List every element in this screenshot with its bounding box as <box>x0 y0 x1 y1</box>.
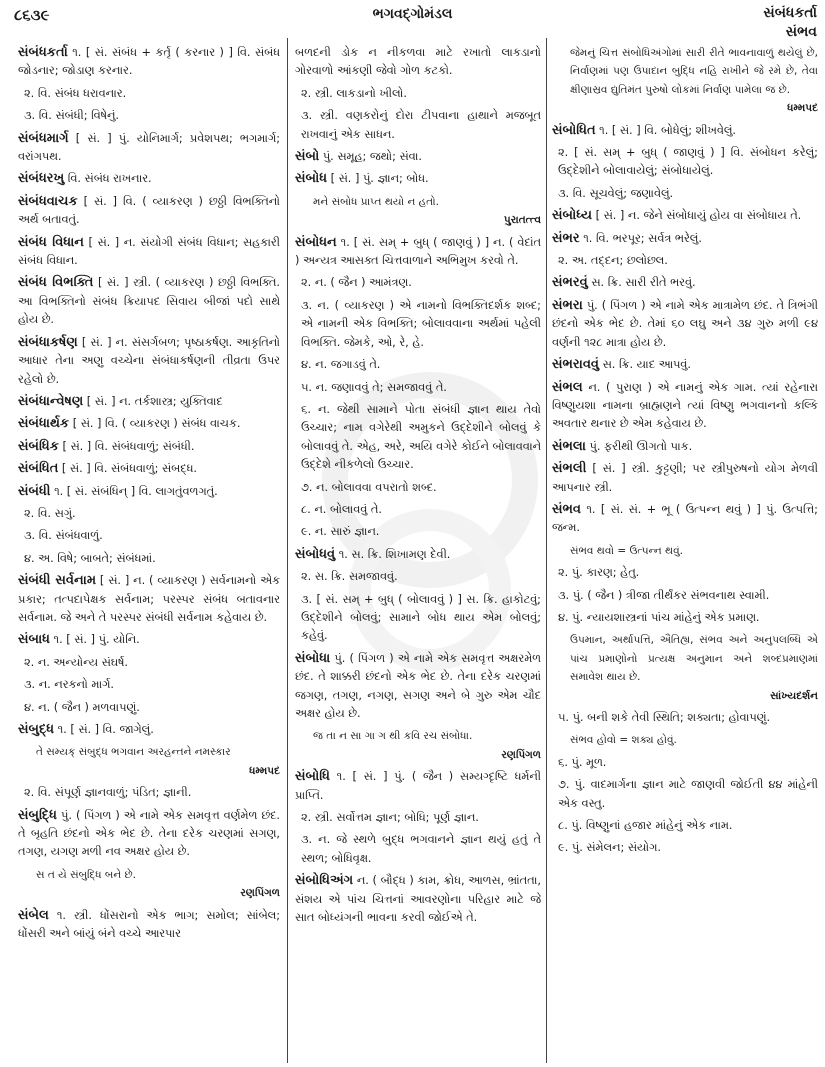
dictionary-entry <box>295 768 541 805</box>
column-2 <box>295 44 541 931</box>
continued-definition: બળદની ડોક ન નીકળવા માટે રખાતો લાકડાનો ગોરવાળો આંકણી જેવો ગોળ કટકો. <box>295 46 541 78</box>
definition: [ સં. ] સ્ત્રી. કુટ્ટણી; પર સ્ત્રીપુરુષનો યોગ મેળવી આપનાર સ્ત્રી. <box>552 462 818 494</box>
headword: સંબોધા <box>295 650 331 666</box>
definition: ૧. સ. ક્રિ. શિખામણ દેવી. <box>335 547 451 561</box>
dictionary-entry <box>552 297 818 352</box>
headword: સંબોધવું <box>295 546 336 562</box>
citation <box>18 866 280 903</box>
dictionary-entry <box>295 650 541 724</box>
definition: પું. ( પિંગળ ) એ નામે એક સમવૃત્ત વર્ણમેળ છંદ. તે બૃહતિ છંદનો એક ભેદ છે. તેના દરેક ચરણમાં સગણ, તગણ, યગણ મળી નવ અક્ષર હોય છે. <box>18 808 280 859</box>
headword: સંબેલ <box>18 907 49 923</box>
dictionary-entry <box>18 483 280 501</box>
dictionary-entry <box>552 122 818 140</box>
citation <box>18 743 280 780</box>
sense: ૩. વિ. સંબંધી; વિષેનું. <box>24 109 120 123</box>
citation <box>552 731 818 749</box>
headword: સંબંધાન્વેષણ <box>18 393 84 409</box>
headword: સંબંધી <box>18 483 51 499</box>
headword: સંભરવું <box>552 275 588 291</box>
citation <box>295 727 541 764</box>
headword: સંબંધવાચક <box>18 193 78 209</box>
definition: [ સં. ] પું. જ્ઞાન; બોધ. <box>327 172 429 186</box>
sense: ૨. ન. અન્યોન્ય સંઘર્ષ. <box>24 655 129 669</box>
sense: ૫. ન. જણાવવું તે; સમજાવવું તે. <box>301 380 447 394</box>
definition: ન. ( પુરાણ ) એ નામનું એક ગામ. ત્યાં રહેનારા વિષ્ણુયશા નામના બ્રાહ્મણને ત્યાં વિષ્ણુ ભગવાનનો કલ્કિ અવતાર થનાર છે એમ કહેવાય છે. <box>552 380 818 431</box>
definition: ૧. સ્ત્રી. ધોંસરાનો એક ભાગ; સમોલ; સાંબેલ; ધોંસરી અને બાંયું બંને વચ્ચે આરપાર <box>18 908 280 941</box>
page-number: ૮૬૩૯ <box>14 6 50 24</box>
headword: સંબંધાર્થક <box>18 416 70 432</box>
sense: ૨. ન. ( જૈન ) આમંત્રણ. <box>301 276 412 290</box>
headword: સંબંધમાર્ગ <box>18 130 69 146</box>
headword: સંભરા <box>552 297 583 313</box>
definition: [ સં. ] વિ. સંબંધવાળું; સંબદ્ધ. <box>58 462 197 476</box>
definition: [ સં. ] સ્ત્રી. ( વ્યાકરણ ) છઠ્ઠી વિભક્તિ. આ વિભક્તિનો સંબંધ ક્રિયાપદ સિવાય બીજાં પદો સાથે હોય છે. <box>18 276 280 327</box>
citation-source: રણપિંગળ <box>501 748 541 761</box>
citation-text: સંભવ હોવો = શક્ય હોવું. <box>570 734 677 747</box>
sense: ૩. ન. નરકનો માર્ગ. <box>24 678 114 692</box>
definition: [ સં. ] વિ. ( વ્યાકરણ ) સંબંધ વાચક. <box>69 417 241 431</box>
headword: સંભવ <box>552 501 582 517</box>
definition: ૧. [ સં. સં. + ભૂ ( ઉત્પન્ન થવું ) ] પું. ઉત્પત્તિ; જન્મ. <box>552 502 818 535</box>
definition: [ સં. ] વિ. ( વ્યાકરણ ) છઠ્ઠી વિભક્તિનો અર્થ બતાવતું. <box>18 194 280 227</box>
sense: ૬. પું. મૂળ. <box>558 755 607 769</box>
sense: ૨. સ્ત્રી. સર્વોત્તમ જ્ઞાન; બોધિ; પૂર્ણ જ્ઞાન. <box>301 811 479 825</box>
citation-text: મને સંબોધ પ્રાપ્ત થયો ન હતો. <box>313 195 440 208</box>
sense: ૮. પું. વિષ્ણુનાં હજાર માંહેનું એક નામ. <box>558 819 733 833</box>
dictionary-entry <box>552 230 818 248</box>
dictionary-entry <box>552 501 818 538</box>
headword: સંબંધ વિભક્તિ <box>18 275 94 291</box>
headword: સંભરાવવું <box>552 357 600 373</box>
dictionary-entry <box>18 393 280 411</box>
definition: [ સં. ] ન. સંયોગી સંબંધ વિધાન; સહકારી સંબંધ વિધાન. <box>18 235 280 268</box>
headword: સંબોધ્ય <box>552 208 593 224</box>
guide-word-first: સંબંધકર્તા <box>763 5 817 21</box>
definition: [ સં. ] ન. જેને સંબોધાયું હોય વા સંબોધાય તે. <box>592 209 802 223</box>
sense: ૨. વિ. સંબંધ ધરાવનાર. <box>24 86 127 100</box>
page-header <box>0 0 825 46</box>
dictionary-entry <box>552 379 818 434</box>
headword: સંબાધ <box>18 632 50 648</box>
definition: પું. સમૂહ; જથો; સંવા. <box>319 150 423 164</box>
column-1 <box>18 44 280 947</box>
definition: [ સં. ] ન. સંસર્ગબળ; પૃષ્ઠાકર્ષણ. આકૃતિનો આધાર તેના અણુ વચ્ચેના સંબંધાકર્ષણની તીવ્રતા ઉપર રહેલો છે. <box>18 335 280 386</box>
sense: ૪. અ. વિષે; બાબતે; સંબંધમાં. <box>24 551 156 565</box>
column-3 <box>552 44 818 862</box>
sense: ૨. પું. કારણ; હેતુ. <box>558 566 640 580</box>
dictionary-entry <box>295 148 541 166</box>
dictionary-entry <box>18 130 280 167</box>
dictionary-entry <box>18 334 280 389</box>
headword: સંબંધિક <box>18 438 59 454</box>
definition: પું. ફરીથી ઊગતો પાક. <box>585 439 693 453</box>
definition: ૧. [ સં. ] પું. ( જૈન ) સમ્યગ્દૃષ્ટિ ધર્મની પ્રાપ્તિ. <box>295 770 541 802</box>
citation-source: રણપિંગળ <box>240 887 280 900</box>
dictionary-entry <box>18 907 280 944</box>
column-divider <box>287 38 288 1063</box>
sense: ૫. પું. બની શકે તેવી સ્થિતિ; શક્યતા; હોવાપણું. <box>558 711 771 724</box>
definition: ન. ( બૌદ્ધ ) કામ, ક્રોધ, આળસ, ભ્રાંતતા, સંશય એ પાંચ ચિત્તનાં આવરણોના પરિહાર માટે જે સાત બોધ્યંગની ભાવના કરવી જોઈએ તે. <box>295 874 541 925</box>
sense: ૨. વિ. સંપૂર્ણ જ્ઞાનવાળું; પંડિત; જ્ઞાની. <box>24 786 192 800</box>
headword: સંભલા <box>552 438 586 454</box>
book-title: ભગવદ્ગોમંડલ <box>372 6 453 22</box>
headword: સંબંધરખુ <box>18 171 65 187</box>
dictionary-entry <box>552 274 818 292</box>
sense: ૮. ન. બોલાવવું તે. <box>301 502 382 516</box>
definition: [ સં. ] ન. ( વ્યાકરણ ) સર્વનામનો એક પ્રકાર; તત્પદાપેક્ષક સર્વનામ; પરસ્પર સંબંધ બતાવનાર સર્વનામ. જે અને તે પરસ્પર સંબંધી સર્વનામ કહેવાય છે. <box>18 574 280 624</box>
dictionary-entry <box>18 193 280 230</box>
citation-source: ધમ્મપદ <box>249 764 280 777</box>
headword: સંબંધિત <box>18 461 59 477</box>
column-divider <box>546 38 547 1063</box>
definition: ૧. વિ. ભરપૂર; સર્વત્ર ભરેલું. <box>579 231 702 245</box>
headword: સંબંધકર્તા <box>18 45 68 60</box>
sense: ૭. પું. વાદમાર્ગના જ્ઞાન માટે જાણવી જોઈતી ૪૪ માંહેની એક વસ્તુ. <box>558 778 818 810</box>
citation-text: જ તા ન સા ગા ગ થી કવિ રચ સંબોધા. <box>313 730 473 743</box>
dictionary-entry <box>552 207 818 225</box>
sense: ૪. ન. ( જૈન ) મળવાપણું. <box>24 700 140 714</box>
citation-source: ધમ્મપદ <box>787 102 818 115</box>
headword: સંબોધન <box>295 234 337 250</box>
headword: સંભલ <box>552 379 583 395</box>
sense: ૨. વિ. સગું. <box>24 506 76 520</box>
dictionary-entry <box>552 356 818 374</box>
dictionary-entry <box>552 460 818 497</box>
definition: સ. ક્રિ. યાદ આપવું. <box>599 358 691 372</box>
definition: વિ. સંબંધ રાખનાર. <box>64 172 152 186</box>
headword: સંબુદ્ધિ <box>18 807 57 823</box>
dictionary-entry <box>18 631 280 649</box>
dictionary-entry <box>18 438 280 456</box>
dictionary-entry <box>18 234 280 271</box>
definition: [ સં. ] વિ. સંબંધવાળું; સંબંધી. <box>58 439 195 453</box>
sense: ૩. ન. ( વ્યાકરણ ) એ નામનો વિભક્તિદર્શક શબ્દ; એ નામની એક વિભક્તિ; બોલાવવાના અર્થમાં પહેલી વિભક્તિ. જેમકે, ઓ, રે, હે. <box>301 298 541 349</box>
sense: ૭. ન. બોલાવવા વપરાતો શબ્દ. <box>301 480 437 494</box>
guide-word-last: સંભવ <box>785 24 817 40</box>
definition: ૧. [ સં. સમ્ + બુધ્ ( જાણવું ) ] ન. ( વેદાંત ) અન્યત્ર આસક્ત ચિત્તવાળાને અભિમુખ કરવો તે. <box>295 235 541 268</box>
citation-text: જેમનું ચિત્ત સંબોધિઅંગોમાં સારી રીતે ભાવનાવાળું થયેલું છે, નિર્વાણમાં પણ ઉપાદાન બુદ્ધિ નહિ રાખીને જે રમે છે, તેવા ક્ષીણાસ્રવ દ્યુતિમંત પુરુષો લોકમાં નિર્વાણ પામેલા જ છે. <box>570 47 818 96</box>
citation-text: સંભવ થવો = ઉત્પન્ન થવું. <box>570 544 683 557</box>
sense: ૨. સ. ક્રિ. સમજાવવું. <box>301 570 398 584</box>
dictionary-entry <box>295 170 541 188</box>
dictionary-entry <box>295 546 541 564</box>
dictionary-entry <box>295 872 541 927</box>
sense: ૬. ન. જેથી સામાને પોતા સંબંધી જ્ઞાન થાય તેવો ઉચ્ચાર; નામ વગેરેથી અમુકને ઉદ્દેશીને બોલવું કે બોલાવવું તે. એહ, અરે, અયિ વગેરે કોઈને બોલાવવાને ઉદ્દેશે નીકળેલો ઉચ્ચાર. <box>301 402 541 472</box>
definition: ૧. [ સં. ] પું. યોનિ. <box>49 633 140 647</box>
sense: ૩. વિ. સંબંધવાળું. <box>24 529 103 543</box>
citation <box>295 193 541 230</box>
dictionary-entry <box>18 460 280 478</box>
sense: ૩. સ્ત્રી. વણકરોનું દોરા ટીપવાના હાથાને મજબૂત રાખવાનું એક સાધન. <box>301 109 541 141</box>
sense: ૪. પું. ન્યાયશાસ્ત્રનાં પાંચ માંહેનું એક પ્રમાણ. <box>558 610 760 624</box>
headword: સંબોધિત <box>552 122 596 138</box>
sense: ૩. [ સં. સમ્ + બુધ્ ( બોલાવવું ) ] સ. ક્રિ. હાકોટવું; ઉદ્દેશીને બોલવું; સામાને બોધ થાય એમ બોલવું; કહેવું. <box>301 592 541 643</box>
citation-text: સ ત યે સંબુદ્ધિ બને છે. <box>36 868 136 881</box>
sense: ૩. પું. ( જૈન ) ત્રીજા તીર્થંકર સંભવનાથ સ્વામી. <box>558 588 770 602</box>
sense: ૪. ન. જગાડવું તે. <box>301 358 381 372</box>
headword: સંબંધી સર્વનામ <box>18 573 96 589</box>
citation <box>552 44 818 118</box>
dictionary-entry <box>18 721 280 739</box>
headword: સંબંધાકર્ષણ <box>18 334 78 350</box>
definition: [ સં. ] પું. યોનિમાર્ગ; પ્રવેશપથ; ભગમાર્ગ; વરાંગપથ. <box>18 131 280 164</box>
headword: સંબોધિઅંગ <box>295 873 354 889</box>
sense: ૨. [ સં. સમ્ + બુધ્ ( જાણવું ) ] વિ. સંબોધન કરેલું; ઉદ્દેશીને બોલાવાયેલું; સંબોધાયેલું. <box>558 146 818 178</box>
headword: સંબંધ વિધાન <box>18 234 84 250</box>
dictionary-entry <box>18 274 280 329</box>
citation <box>552 542 818 560</box>
dictionary-entry <box>18 572 280 627</box>
dictionary-entry <box>295 234 541 271</box>
dictionary-entry <box>18 807 280 862</box>
headword: સંભર <box>552 230 580 246</box>
headword: સંભલી <box>552 461 587 477</box>
citation-source: પુરાતત્ત્વ <box>503 214 541 227</box>
headword: સંબુદ્ધ <box>18 722 55 737</box>
citation-text: ઉપમાન, અર્થાપત્તિ, ઐતિહ્ય, સંભવ અને અનુપલબ્ધિ એ પાંચ પ્રમાણોનો પ્રત્યક્ષ અનુમાન અને શબ્દપ્રમાણમાં સમાવેશ થાય છે. <box>570 634 818 684</box>
definition: ૧. [ સં. સંબંધિન્ ] વિ. લાગતુંવળગતું. <box>50 484 218 498</box>
dictionary-entry <box>18 170 280 188</box>
headword: સંબોધિ <box>295 769 330 785</box>
citation <box>552 631 818 705</box>
sense: ૩. ન. જે સ્થળે બુદ્ધ ભગવાનને જ્ઞાન થયું હતું તે સ્થળ; બોધિવૃક્ષ. <box>301 833 541 865</box>
headword: સંબો <box>295 149 320 165</box>
sense: ૩. વિ. સૂચવેલું; જણાવેલું. <box>558 186 674 200</box>
citation-source: સાંખ્યદર્શન <box>770 689 818 702</box>
citation-text: તે સમ્યક્ સંબુદ્ધ ભગવાન અરહન્તને નમસ્કાર <box>36 746 231 759</box>
headword: સંબોધ <box>295 171 328 187</box>
dictionary-entry <box>18 44 280 81</box>
definition: ૧. [ સં. ] વિ. બોધેલું; શીખવેલું. <box>595 123 736 137</box>
definition: સ. ક્રિ. સારી રીતે ભરવું. <box>587 276 696 290</box>
definition: પું. ( પિંગળ ) એ નામે એક સમવૃત્ત અક્ષરમેળ છંદ. તે શાક્કરી છંદનો એક ભેદ છે. તેના દરેક ચરણમાં જગણ, તગણ, નગણ, સગણ અને બે ગુરુ એમ ચૌદ અક્ષર હોય છે. <box>295 651 541 720</box>
definition: પું. ( પિંગળ ) એ નામે એક માત્રામેળ છંદ. તે ત્રિભંગી છંદનો એક ભેદ છે. તેમાં ૬૦ લઘુ અને ૩૪ ગુરુ મળી ૯૪ વર્ણની ૧૨૮ માત્રા હોય છે. <box>552 298 818 349</box>
sense: ૯. પું. સંમેલન; સંયોગ. <box>558 841 661 855</box>
definition: ૧. [ સં. ] વિ. જાગેલું. <box>54 723 154 736</box>
dictionary-entry <box>552 438 818 456</box>
sense: ૯. ન. સારું જ્ઞાન. <box>301 525 380 539</box>
definition: [ સં. ] ન. તર્કશાસ્ત્ર; યુક્તિવાદ <box>83 394 223 408</box>
dictionary-entry <box>18 415 280 433</box>
sense: ૨. અ. તદ્દન; છલોછલ. <box>558 254 668 268</box>
sense: ૨. સ્ત્રી. લાકડાનો ખીલો. <box>301 86 407 100</box>
definition: ૧. [ સં. સંબંધ + કર્તૃ ( કરનાર ) ] વિ. સંબંધ જોડનાર; જોડાણ કરનાર. <box>18 46 280 78</box>
